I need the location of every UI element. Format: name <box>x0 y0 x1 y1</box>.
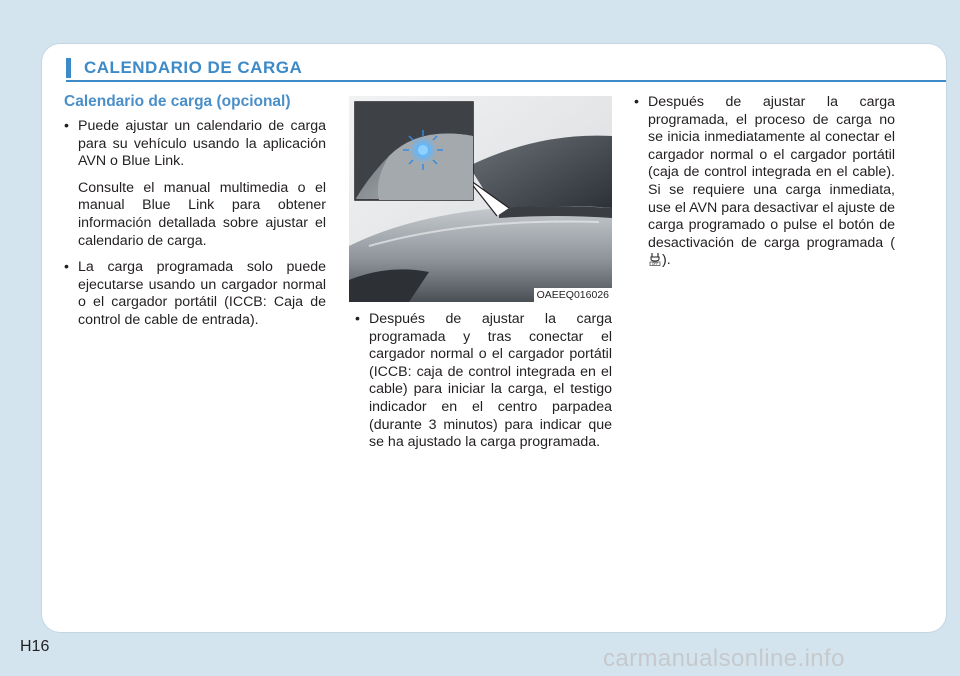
text-column-2 <box>355 311 612 452</box>
text-column-3 <box>634 94 895 270</box>
bullet-text: Después de ajustar la carga programada y tras conectar el cargador normal o el cargador portátil (ICCB: caja de control integrada en el cable) para iniciar la carga, el testigo indicador en el centro parpadea (durante 3 minutos) para indicar que se ha ajustado la carga programada. <box>369 311 612 451</box>
section-accent-bar <box>66 58 71 78</box>
page-number: H16 <box>20 638 50 655</box>
bullet-item: • Puede ajustar un calendario de carga para su vehículo usando la aplicación AVN o Blue Link. <box>64 118 326 170</box>
bullet-text: Puede ajustar un calendario de carga para su vehículo usando la aplicación AVN o Blue Link. <box>78 118 326 170</box>
section-header <box>66 58 946 82</box>
bullet-item: • Después de ajustar la carga programada, el proceso de carga no se inicia inmediatamente al conectar el cargador normal o el cargador portátil (caja de control integrada en el cable). Si se requiere una carga inmediata, use el AVN para desactivar el ajuste de carga programado o pulse el botón de desactivación de carga programada ( OFF ). <box>634 94 895 269</box>
svg-text:OFF: OFF <box>651 262 659 267</box>
scheduled-charge-off-icon <box>648 252 662 266</box>
charging-indicator-illustration <box>349 96 612 302</box>
bullet-text: Después de ajustar la carga programada, el proceso de carga no se inicia inmediatamente al conectar el cargador normal o el cargador portátil (caja de control integrada en el cable). Si se requiere una carga inmediata, use el AVN para desactivar el ajuste de carga programado o pulse el botón de desactivación de carga programada ( <box>648 94 895 251</box>
text-column-1 <box>64 118 326 330</box>
car-illustration <box>349 96 612 302</box>
watermark: carmanualsonline.info <box>603 645 845 672</box>
bullet-text-end: ). <box>662 252 671 269</box>
bullet-text: La carga programada solo puede ejecutarse usando un cargador normal o el cargador portátil (ICCB: Caja de control de cable de entrada). <box>78 259 326 328</box>
subsection-title: Calendario de carga (opcional) <box>64 93 291 110</box>
figure-code: OAEEQ016026 <box>534 288 612 302</box>
bullet-continuation: Consulte el manual multimedia o el manual Blue Link para obtener información detallada sobre ajustar el calendario de carga. <box>78 179 326 249</box>
section-title: CALENDARIO DE CARGA <box>84 58 303 77</box>
bullet-item: • Después de ajustar la carga programada y tras conectar el cargador normal o el cargador portátil (ICCB: caja de control integrada en el cable) para iniciar la carga, el testigo indicador en el centro parpadea (durante 3 minutos) para indicar que se ha ajustado la carga programada. <box>355 311 612 451</box>
bullet-item: • La carga programada solo puede ejecutarse usando un cargador normal o el cargador portátil (ICCB: Caja de control de cable de entrada). <box>64 259 326 328</box>
